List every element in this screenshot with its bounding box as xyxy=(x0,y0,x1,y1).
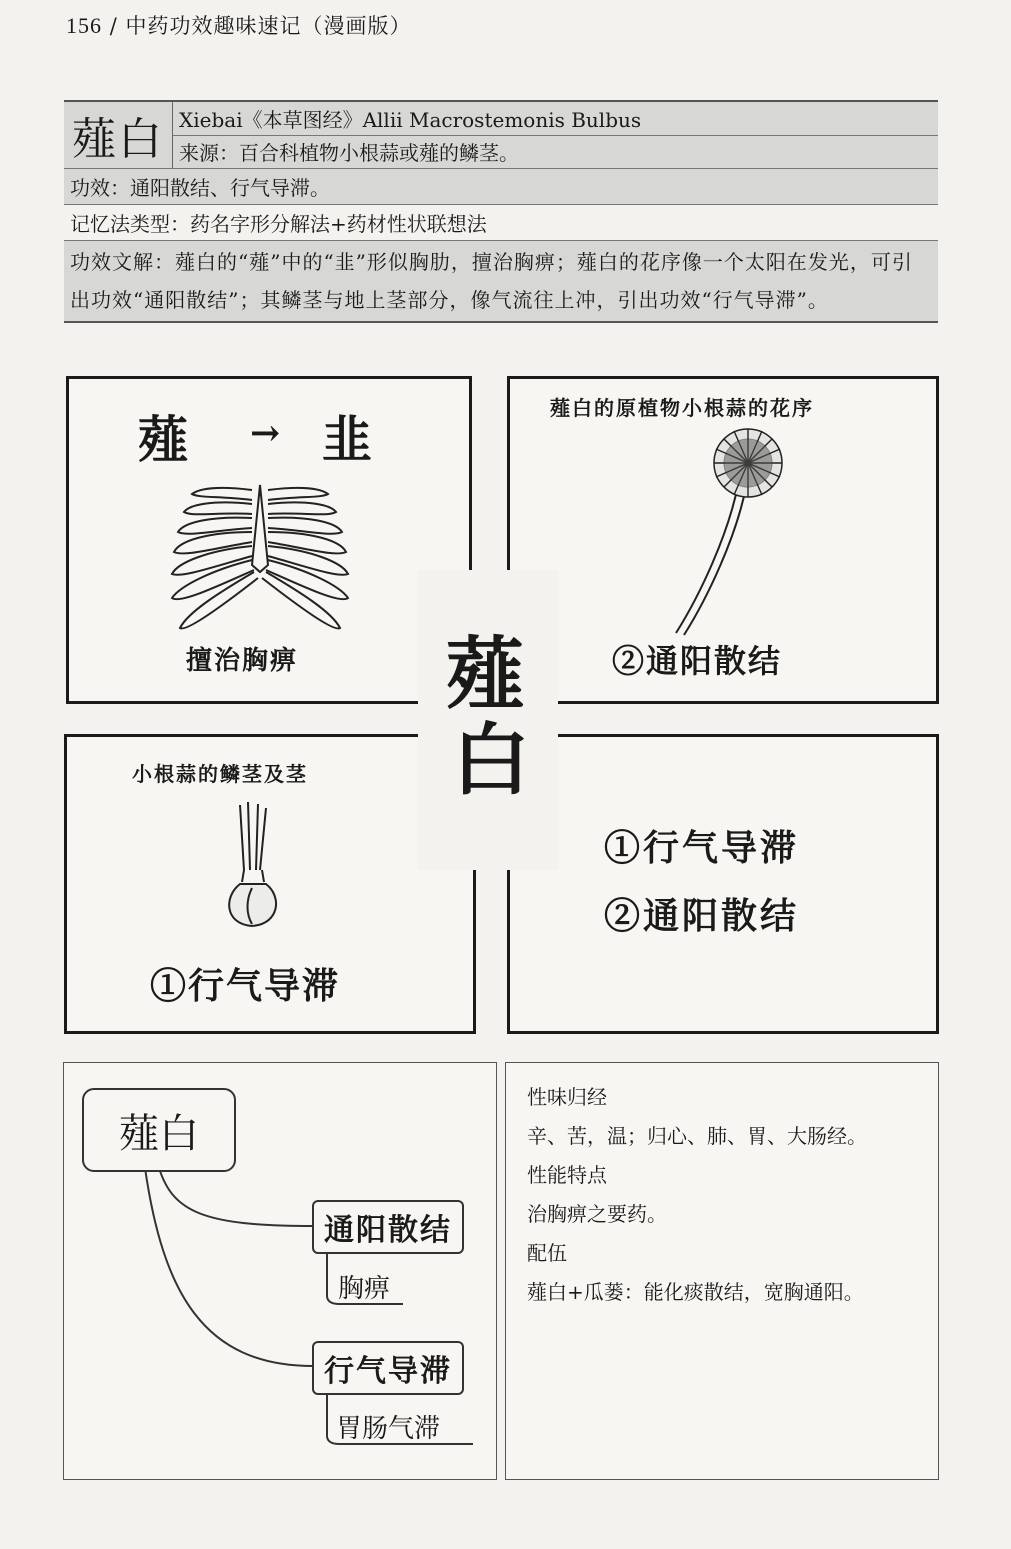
caption-flower: ②通阳散结 xyxy=(612,642,783,680)
herb-efficacy: 功效：通阳散结、行气导滞。 xyxy=(64,169,938,205)
mindmap-sub-weichang: 胃肠气滞 xyxy=(336,1414,441,1444)
flower-title: 薤白的原植物小根蒜的花序 xyxy=(550,396,814,420)
bulb-icon xyxy=(218,800,288,932)
herb-pinyin-latin: Xiebai《本草图经》Allii Macrostemonis Bulbus xyxy=(173,102,938,136)
prop-heading-xingwei: 性味归经 xyxy=(527,1085,607,1109)
herb-name: 薤白 xyxy=(64,102,173,168)
caption-chest: 擅治胸痹 xyxy=(186,646,299,676)
book-title: 中药功效趣味速记（漫画版） xyxy=(125,14,412,38)
mindmap-node-xingqi: 行气导滞 xyxy=(312,1341,464,1395)
mindmap-sub-xiongbi: 胸痹 xyxy=(338,1274,391,1304)
center-char-bai: 白 xyxy=(452,715,531,806)
char-xie: 薤 xyxy=(138,410,188,469)
herb-source: 来源：百合科植物小根蒜或薤的鳞茎。 xyxy=(179,141,519,166)
summary-line-2: ②通阳散结 xyxy=(604,895,800,937)
memory-type: 记忆法类型：药名字形分解法+药材性状联想法 xyxy=(64,205,938,241)
mindmap-root: 薤白 xyxy=(82,1088,236,1172)
summary-line-1: ①行气导滞 xyxy=(604,827,800,869)
mindmap-node-tongyang: 通阳散结 xyxy=(312,1200,464,1254)
arrow-icon: → xyxy=(250,412,281,454)
caption-bulb: ①行气导滞 xyxy=(150,965,341,1007)
header-separator: / xyxy=(109,14,118,38)
prop-heading-peiwu: 配伍 xyxy=(527,1241,567,1265)
page-header xyxy=(66,10,411,40)
herb-info-table xyxy=(64,100,938,323)
prop-text-xingneng: 治胸痹之要药。 xyxy=(527,1202,667,1226)
center-char-xie: 薤 xyxy=(446,629,525,720)
efficacy-explanation: 功效文解：薤白的“薤”中的“韭”形似胸肋，擅治胸痹；薤白的花序像一个太阳在发光，可引出功效“通阳散结”；其鳞茎与地上茎部分，像气流往上冲，引出功效“行气导滞”。 xyxy=(64,241,938,323)
info-row-title xyxy=(64,100,938,169)
char-jiu: 韭 xyxy=(322,410,372,469)
page-number: 156 xyxy=(66,13,102,38)
prop-heading-xingneng: 性能特点 xyxy=(527,1163,607,1187)
prop-text-xingwei: 辛、苦，温；归心、肺、胃、大肠经。 xyxy=(527,1124,867,1148)
flower-icon xyxy=(660,425,810,640)
properties-text xyxy=(527,1078,927,1312)
panel-efficacy-summary xyxy=(507,734,939,1034)
prop-text-peiwu: 薤白+瓜蒌：能化痰散结，宽胸通阳。 xyxy=(527,1280,864,1304)
bulb-title: 小根蒜的鳞茎及茎 xyxy=(132,762,308,786)
ribcage-icon xyxy=(160,480,360,640)
